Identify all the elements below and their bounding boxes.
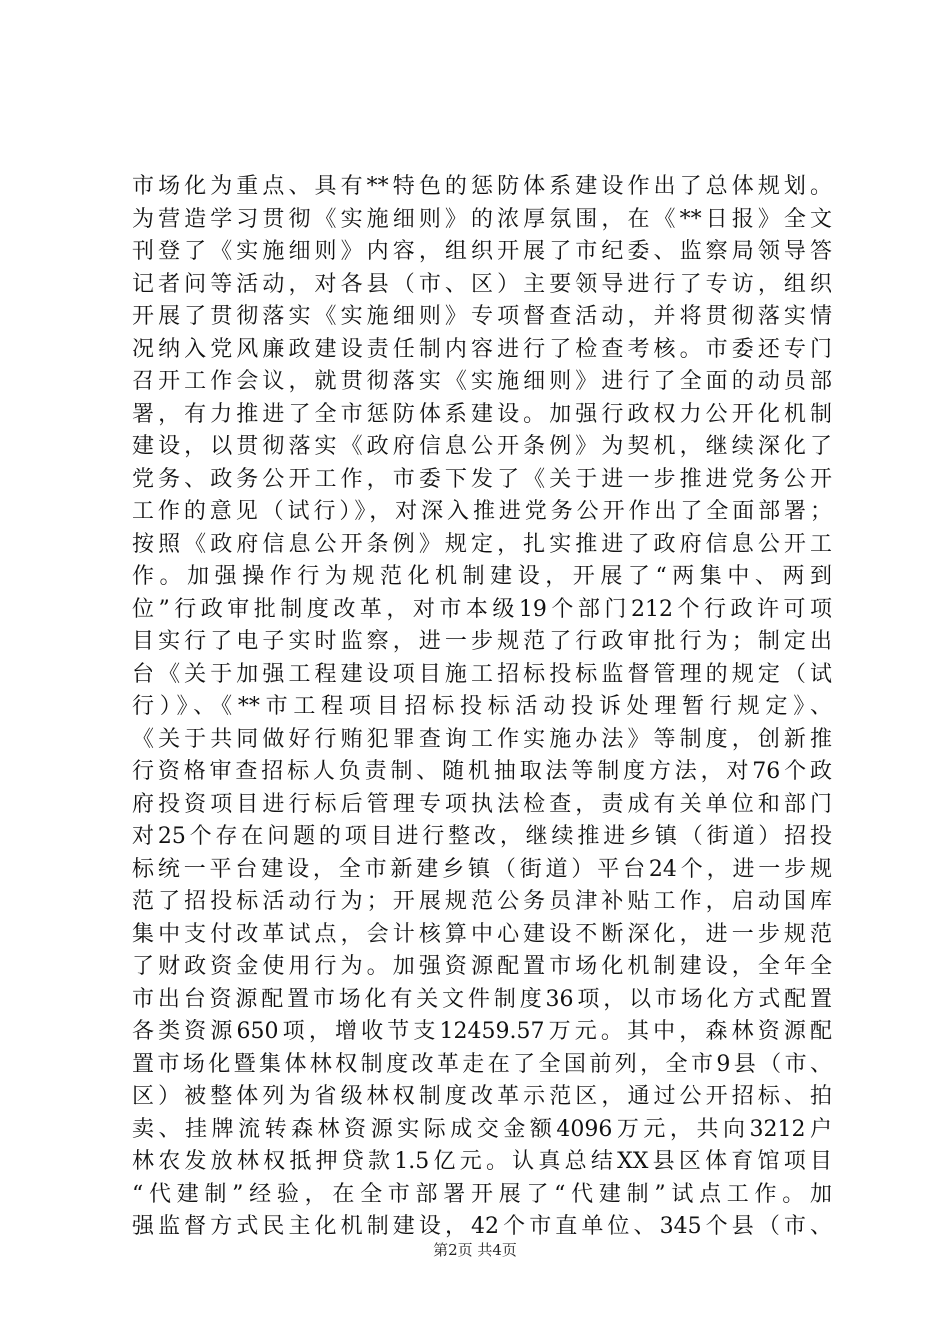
text-line: 《关于共同做好行贿犯罪查询工作实施办法》等制度，创新推: [132, 726, 832, 752]
text-line: 按照《政府信息公开条例》规定，扎实推进了政府信息公开工: [132, 531, 832, 557]
text-line: 建设，以贯彻落实《政府信息公开条例》为契机，继续深化了: [132, 434, 832, 459]
text-line: 行）》、《**市工程项目招标投标活动投诉处理暂行规定》、: [132, 694, 832, 719]
page-footer: 第2页 共4页: [433, 1241, 517, 1259]
text-line: 目实行了电子实时监察，进一步规范了行政审批行为；制定出: [132, 629, 832, 654]
text-line: 记者问等活动，对各县（市、区）主要领导进行了专访，组织: [132, 271, 832, 297]
text-line: 标统一平台建设，全市新建乡镇（街道）平台24个，进一步规: [132, 856, 832, 882]
text-line: 对25个存在问题的项目进行整改，继续推进乡镇（街道）招投: [132, 824, 832, 849]
text-line: 置市场化暨集体林权制度改革走在了全国前列，全市9县（市、: [132, 1051, 832, 1077]
text-line: 卖、挂牌流转森林资源实际成交金额4096万元，共向3212户: [132, 1116, 832, 1142]
text-line: 况纳入党风廉政建设责任制内容进行了检查考核。市委还专门: [132, 336, 832, 362]
text-line: 各类资源650项，增收节支12459.57万元。其中，森林资源配: [132, 1019, 832, 1044]
text-line: 作。加强操作行为规范化机制建设，开展了“两集中、两到: [132, 564, 832, 589]
text-line: 开展了贯彻落实《实施细则》专项督查活动，并将贯彻落实情: [132, 304, 832, 329]
text-line: “代建制”经验，在全市部署开展了“代建制”试点工作。加: [132, 1181, 832, 1207]
text-line: 工作的意见（试行）》，对深入推进党务公开作出了全面部署；: [132, 499, 832, 524]
text-line: 了财政资金使用行为。加强资源配置市场化机制建设，全年全: [132, 954, 832, 979]
text-line: 署，有力推进了全市惩防体系建设。加强行政权力公开化机制: [132, 401, 832, 427]
text-line: 召开工作会议，就贯彻落实《实施细则》进行了全面的动员部: [132, 369, 832, 394]
text-line: 强监督方式民主化机制建设，42个市直单位、345个县（市、: [132, 1214, 832, 1239]
text-line: 位”行政审批制度改革，对市本级19个部门212个行政许可项: [132, 596, 832, 622]
text-line: 市场化为重点、具有**特色的惩防体系建设作出了总体规划。: [132, 174, 832, 199]
text-line: 范了招投标活动行为；开展规范公务员津补贴工作，启动国库: [132, 889, 832, 914]
text-line: 府投资项目进行标后管理专项执法检查，责成有关单位和部门: [132, 791, 832, 817]
text-line: 刊登了《实施细则》内容，组织开展了市纪委、监察局领导答: [132, 239, 832, 264]
text-line: 林农发放林权抵押贷款1.5亿元。认真总结XX县区体育馆项目: [132, 1149, 832, 1174]
text-line: 区）被整体列为省级林权制度改革示范区，通过公开招标、拍: [132, 1084, 832, 1109]
text-line: 党务、政务公开工作，市委下发了《关于进一步推进党务公开: [132, 466, 832, 492]
text-line: 为营造学习贯彻《实施细则》的浓厚氛围，在《**日报》全文: [132, 206, 832, 232]
text-line: 行资格审查招标人负责制、随机抽取法等制度方法，对76个政: [132, 759, 832, 784]
body-text: [132, 171, 832, 1244]
text-line: 市出台资源配置市场化有关文件制度36项，以市场化方式配置: [132, 986, 832, 1012]
text-line: 集中支付改革试点，会计核算中心建设不断深化，进一步规范: [132, 921, 832, 947]
text-line: 台《关于加强工程建设项目施工招标投标监督管理的规定（试: [132, 661, 832, 687]
